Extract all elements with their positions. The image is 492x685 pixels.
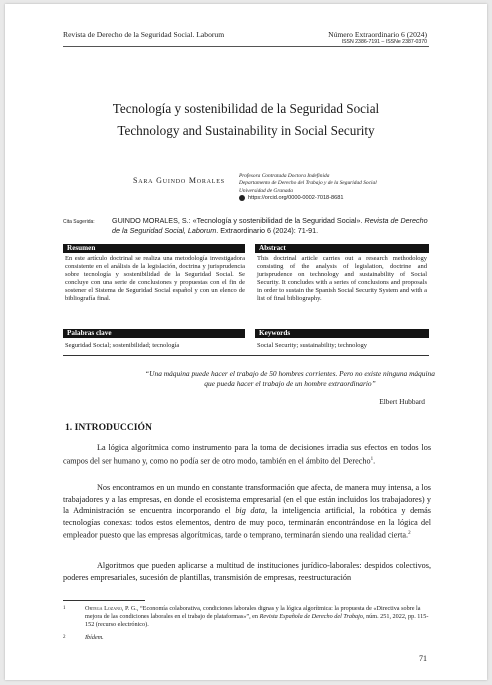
footnote-text	[85, 605, 431, 629]
palabras-clave-text: Seguridad Social; sostenibilidad; tecnología	[65, 342, 180, 349]
footnote-journal: Revista Española de Derecho del Trabajo	[259, 613, 363, 620]
running-header-issue: Número Extraordinario 6 (2024)	[328, 30, 427, 39]
affiliation-line: Universidad de Granada	[239, 187, 293, 194]
citation-label: Cita Sugerida:	[63, 219, 95, 225]
orcid-icon	[239, 195, 245, 201]
paragraph-text: La lógica algorítmica como instrumento para la toma de decisiones irradia sus efectos en todos los campos del ser humano y, como no podía ser de otro modo, también en el ámbito del Derecho	[63, 443, 431, 466]
citation-details: . Extraordinario 6 (2024): 71-91.	[216, 225, 319, 235]
article-title-en: Technology and Sustainability in Social Security	[117, 123, 375, 138]
epigraph-quote: “Una máquina puede hacer el trabajo de 50 hombres corrientes. Pero no existe ninguna máquina que pueda hacer el trabajo de un hombre extraordinario”	[145, 369, 435, 388]
affiliation-line: Departamento de Derecho del Trabajo y de la Seguridad Social	[239, 180, 377, 187]
paragraph-emphasis: big data	[235, 506, 265, 516]
paragraph-1	[63, 442, 431, 467]
page	[5, 4, 487, 680]
citation-journal: Revista de Derecho de la Seguridad Social, Laborum	[112, 216, 428, 235]
section-heading: 1. INTRODUCCIÓN	[65, 422, 152, 433]
footnote-number: 1	[63, 606, 66, 611]
footnote-text: Ibídem.	[85, 634, 104, 641]
paragraph-3: Algoritmos que pueden aplicarse a multitud de instituciones jurídico-laborales: despidos colectivos, poderes empresariales, sucesión de plantillas, transmisión de empresas, reestructuración	[63, 561, 431, 582]
footnote-body: , núm. 251, 2022, pp. 115-152 (recurso electrónico).	[85, 613, 429, 628]
article-title-es: Tecnología y sostenibilidad de la Seguridad Social	[112, 101, 380, 116]
paragraph-2	[63, 482, 431, 542]
paragraph-text: , la inteligencia artificial, la robótica y demás tecnologías conexas: todos estos elementos, dentro de muy poco, terminarán encontrándose en la lógica del empleador puesto que las empresas algorítmicas, tarde o temprano, terminarán siendo una realidad cierta.	[63, 506, 431, 541]
keywords-text: Social Security; sustainability; technology	[257, 342, 367, 349]
paragraph-text: .	[373, 456, 376, 466]
abstract-text: This doctrinal article carries out a research methodology consisting of the analysis of legislation, doctrine and jurisprudence on technology and sustainability of Social Security. It concludes with a series of conclusions and proposals in order to sustain the Spanish Social Security System and with a list of final bibliography.	[257, 255, 427, 302]
footnote-body: , “Economía colaborativa, condiciones laborales dignas y la lógica algorítmica: la propuesta de «Directiva sobre la mejora de las condiciones laborales en el trabajo de plataformas»”, en	[85, 605, 421, 620]
keywords-heading: Keywords	[255, 329, 429, 338]
author-name: Sara Guindo Morales	[133, 176, 225, 185]
header-rule	[63, 46, 429, 47]
running-header-issn: ISSN 2386-7191 – ISSNe 2387-0370	[341, 39, 427, 45]
citation-text: GUINDO MORALES, S.: «Tecnología y sostenibilidad de la Seguridad Social».	[112, 216, 365, 225]
suggested-citation	[112, 216, 432, 235]
footnote-1	[63, 605, 431, 629]
orcid-link[interactable]	[239, 195, 343, 201]
keywords-bottom-rule	[63, 355, 429, 356]
running-header-journal: Revista de Derecho de la Seguridad Social. Laborum	[63, 30, 225, 39]
footnote-ref[interactable]: 2	[408, 531, 411, 537]
orcid-url[interactable]: https://orcid.org/0000-0002-7018-8681	[248, 195, 344, 201]
page-number: 71	[419, 654, 427, 663]
epigraph-author: Elbert Hubbard	[379, 397, 425, 406]
footnote-ref[interactable]: 1	[370, 456, 374, 462]
resumen-heading: Resumen	[63, 244, 245, 253]
footnote-2	[63, 634, 431, 642]
footnote-number: 2	[63, 635, 66, 640]
paragraph-text: Nos encontramos en un mundo en constante transformación que afecta, de manera muy intensa, a los trabajadores y a las empresas, en donde el ecosistema empresarial (en el que están incluidos los trabajadores) y la Administración se encuentra incorporando el	[63, 483, 431, 516]
author-affiliation	[239, 173, 377, 195]
affiliation-line: Profesora Contratada Doctora Indefinida	[239, 173, 330, 179]
abstract-heading: Abstract	[255, 244, 429, 253]
palabras-clave-heading: Palabras clave	[63, 329, 245, 338]
footnote-rule	[63, 600, 145, 601]
resumen-text: En este artículo doctrinal se realiza una metodología investigadora consistente en el análisis de la legislación, doctrina y jurisprudencia sobre tecnología y sostenibilidad de la Seguridad Social. Se concluye con una serie de conclusiones y propuestas con el fin de sostener el Sistema de Seguridad Social español y con un elenco de bibliografía final.	[65, 255, 245, 302]
footnote-author: Ortega Lozano, P. G.	[85, 605, 137, 612]
